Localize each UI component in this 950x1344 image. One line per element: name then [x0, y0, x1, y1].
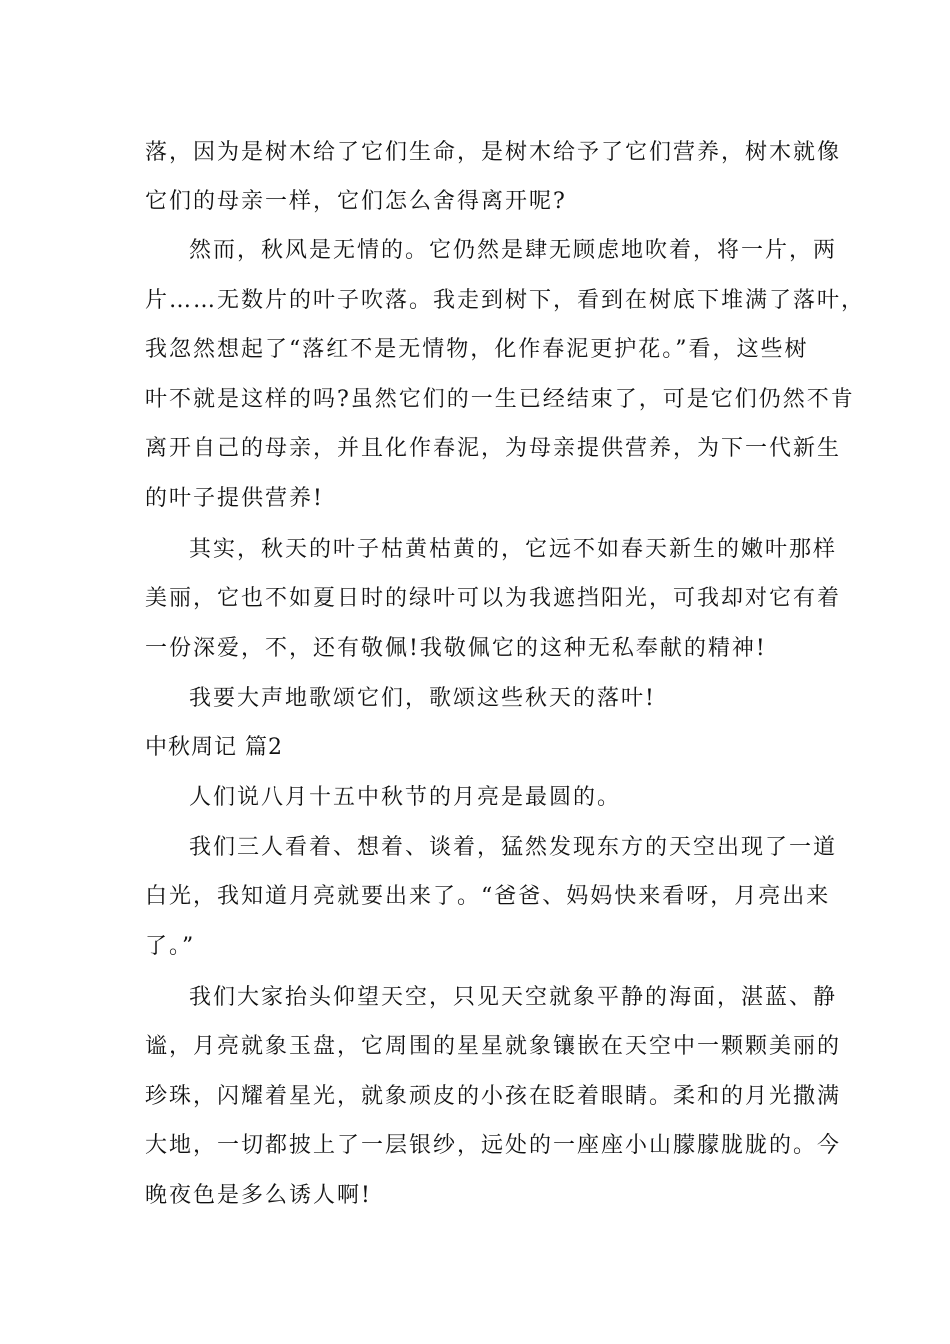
- text-line: 谧，月亮就象玉盘，它周围的星星就象镶嵌在天空中一颗颗美丽的: [145, 1034, 842, 1059]
- text-line: 落，因为是树木给了它们生命，是树木给予了它们营养，树木就像: [145, 140, 842, 165]
- text-line: 它们的母亲一样，它们怎么舍得离开呢?: [145, 189, 567, 214]
- text-line: 人们说八月十五中秋节的月亮是最圆的。: [189, 785, 622, 810]
- text-line: 美丽，它也不如夏日时的绿叶可以为我遮挡阳光，可我却对它有着: [145, 586, 842, 611]
- text-line: 然而，秋风是无情的。它仍然是肆无顾虑地吹着，将一片，两: [189, 238, 838, 263]
- text-line: 片……无数片的叶子吹落。我走到树下，看到在树底下堆满了落叶，: [145, 288, 866, 313]
- text-line: 一份深爱，不，还有敬佩!我敬佩它的这种无私奉献的精神!: [145, 636, 767, 661]
- text-line: 离开自己的母亲，并且化作春泥，为母亲提供营养，为下一代新生: [145, 436, 842, 461]
- text-line: 大地，一切都披上了一层银纱，远处的一座座小山朦朦胧胧的。今: [145, 1133, 842, 1158]
- text-line: 我们三人看着、想着、谈着，猛然发现东方的天空出现了一道: [189, 835, 838, 860]
- text-line: 我们大家抬头仰望天空，只见天空就象平静的海面，湛蓝、静: [189, 985, 838, 1010]
- text-line: 的叶子提供营养!: [145, 486, 324, 511]
- text-line: 我要大声地歌颂它们，歌颂这些秋天的落叶!: [189, 686, 656, 711]
- text-line: 珍珠，闪耀着星光，就象顽皮的小孩在眨着眼睛。柔和的月光撒满: [145, 1084, 842, 1109]
- text-line: 叶不就是这样的吗?虽然它们的一生已经结束了，可是它们仍然不肯: [145, 387, 855, 412]
- text-line: 其实，秋天的叶子枯黄枯黄的，它远不如春天新生的嫩叶那样: [189, 537, 838, 562]
- text-line: 我忽然想起了“落红不是无情物，化作春泥更护花。”看，这些树: [145, 337, 809, 362]
- text-line: 白光，我知道月亮就要出来了。“爸爸、妈妈快来看呀，月亮出来: [145, 884, 831, 909]
- section-heading: 中秋周记 篇2: [145, 735, 283, 760]
- text-line: 晚夜色是多么诱人啊!: [145, 1183, 372, 1208]
- text-line: 了。”: [145, 934, 196, 959]
